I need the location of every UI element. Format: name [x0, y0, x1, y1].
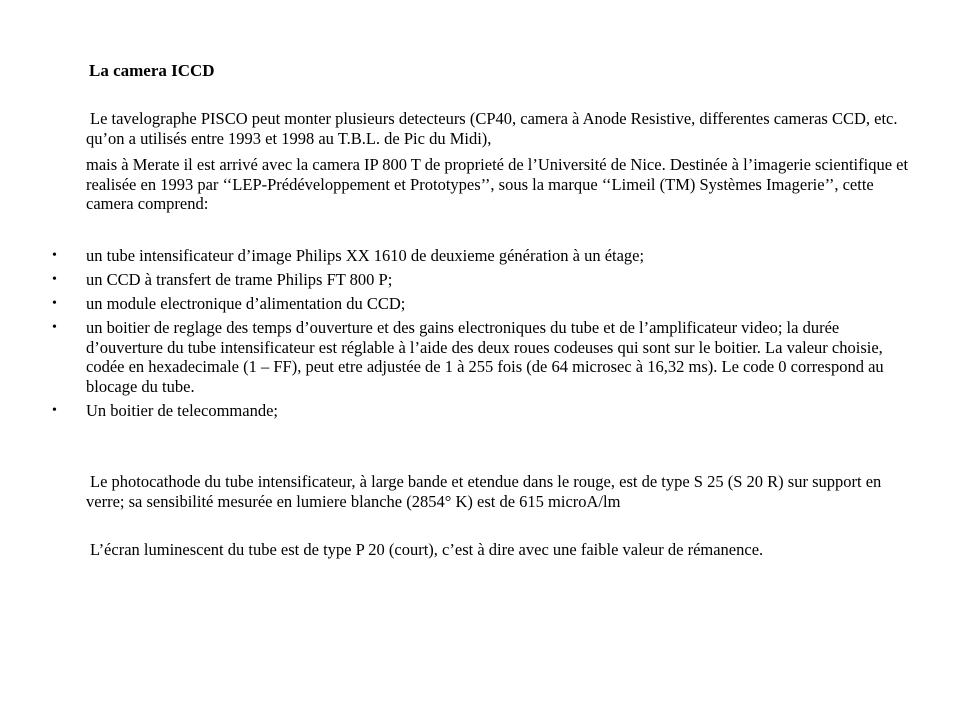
list-item-text: un CCD à transfert de trame Philips FT 800 P; — [86, 270, 393, 289]
paragraph-photocathode — [86, 472, 916, 511]
list-item — [0, 246, 896, 266]
list-item-text: Un boitier de telecommande; — [86, 400, 278, 420]
component-list — [0, 246, 960, 425]
list-item-text: un tube intensificateur d’image Philips XX 1610 de deuxieme génération à un étage; — [86, 246, 645, 265]
paragraph-detectors — [86, 109, 916, 148]
bullet-icon: • — [52, 272, 57, 287]
list-item-text: un module electronique d’alimentation du CCD; — [86, 294, 406, 313]
list-item — [0, 401, 896, 421]
paragraph-photocathode-text: Le photocathode du tube intensificateur, à large bande et etendue dans le rouge, est de type S 25 (S 20 R) sur support en verre; sa sensibilité mesurée en lumiere blanche (2854° K) est de 615 microA/lm — [86, 472, 882, 511]
list-item — [0, 294, 896, 314]
list-item-text: un boitier de reglage des temps d’ouverture et des gains electroniques du tube et de l’amplificateur video; la durée d’ouverture du tube intensificateur est réglable à l’aide des deux roues codeuses qui sont sur le boitier. La valeur choisie, codée en hexadecimale (1 – FF), peut etre adjustée de 1 à 255 fois (de 64 microsec à 16,32 ms). Le code 0 correspond au blocage du tube. — [86, 318, 884, 396]
bullet-icon: • — [52, 296, 57, 311]
paragraph-merate-camera — [86, 155, 916, 214]
paragraph-screen — [86, 540, 916, 560]
list-item — [0, 270, 896, 290]
paragraph-screen-text: L’écran luminescent du tube est de type P 20 (court), c’est à dire avec une faible valeur de rémanence. — [90, 540, 764, 559]
paragraph-merate-camera-text: mais à Merate il est arrivé avec la camera IP 800 T de proprieté de l’Université de Nice. Destinée à l’imagerie scientifique et realisée en 1993 par ‘‘LEP-Prédéveloppement et Prototypes’’, sous la marque ‘‘Limeil (TM) Systèmes Imagerie’’, cette camera comprend: — [86, 155, 909, 213]
bullet-icon: • — [52, 320, 57, 335]
bullet-icon: • — [52, 248, 57, 263]
list-item — [0, 318, 896, 396]
bullet-icon: • — [52, 402, 57, 418]
document-title: La camera ICCD — [89, 61, 215, 80]
paragraph-detectors-text: Le tavelographe PISCO peut monter plusieurs detecteurs (CP40, camera à Anode Resistive, differentes cameras CCD, etc. qu’on a utilisés entre 1993 et 1998 au T.B.L. de Pic du Midi), — [86, 109, 898, 148]
